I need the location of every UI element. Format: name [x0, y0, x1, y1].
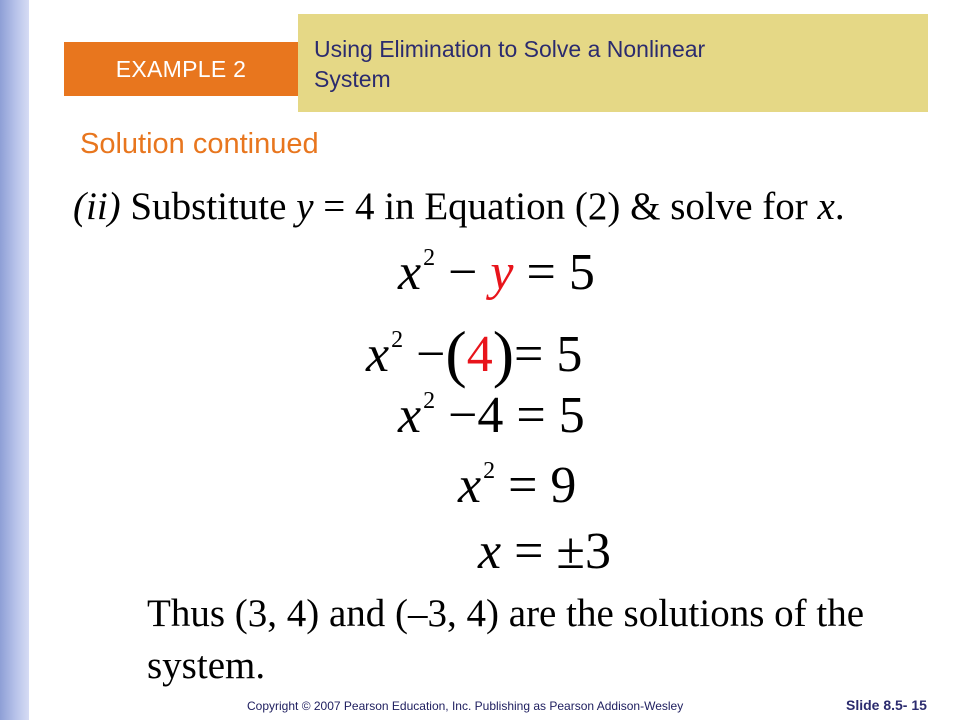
slide-title-line-2: System — [314, 66, 391, 92]
equation-4 — [458, 457, 577, 514]
eq1-substituted-var: y — [490, 244, 514, 301]
instruction-var-x: x — [817, 185, 835, 228]
eq2-var: x — [366, 326, 390, 383]
side-gradient-bar — [0, 0, 29, 720]
eq2-exponent: 2 — [391, 327, 404, 353]
slide-title-line-1: Using Elimination to Solve a Nonlinear — [314, 36, 706, 62]
step-label: (ii) — [73, 185, 121, 228]
eq3-exponent: 2 — [423, 388, 436, 414]
instruction-var-y: y — [296, 185, 314, 228]
eq5-rhs: = ±3 — [514, 523, 611, 580]
eq1-operator: − — [448, 244, 478, 301]
eq4-var: x — [458, 457, 482, 514]
equation-5 — [478, 523, 611, 580]
eq4-rhs: = 9 — [508, 457, 577, 514]
eq1-var: x — [398, 244, 422, 301]
instruction-part-b: = 4 in Equation (2) & solve for — [323, 185, 808, 228]
section-label: Solution continued — [80, 128, 319, 160]
eq2-close-paren: ) — [492, 318, 515, 389]
eq1-exponent: 2 — [423, 245, 436, 271]
eq1-rhs: = 5 — [526, 244, 595, 301]
instruction-text — [73, 184, 845, 229]
eq3-operator: − — [448, 387, 478, 444]
eq3-var: x — [398, 387, 422, 444]
conclusion-text: Thus (3, 4) and (–3, 4) are the solutions of the system. — [147, 592, 865, 687]
footer-slide-number: Slide 8.5- 15 — [846, 697, 927, 713]
slide-title-box — [298, 14, 928, 112]
example-tag: EXAMPLE 2 — [64, 42, 298, 96]
equation-3 — [398, 387, 585, 444]
instruction-part-a: Substitute — [130, 185, 287, 228]
eq4-exponent: 2 — [483, 458, 496, 484]
eq3-constant: 4 — [477, 387, 504, 444]
instruction-period: . — [834, 185, 845, 228]
equation-1 — [398, 244, 595, 301]
eq2-operator: − — [416, 326, 446, 383]
equation-2 — [366, 318, 583, 389]
eq3-rhs: = 5 — [516, 387, 585, 444]
eq2-rhs: = 5 — [514, 326, 583, 383]
eq5-var: x — [478, 523, 502, 580]
footer-copyright: Copyright © 2007 Pearson Education, Inc. Publishing as Pearson Addison-Wesley — [247, 699, 684, 713]
eq2-substituted-value: 4 — [466, 326, 493, 383]
eq2-open-paren: ( — [445, 318, 467, 389]
